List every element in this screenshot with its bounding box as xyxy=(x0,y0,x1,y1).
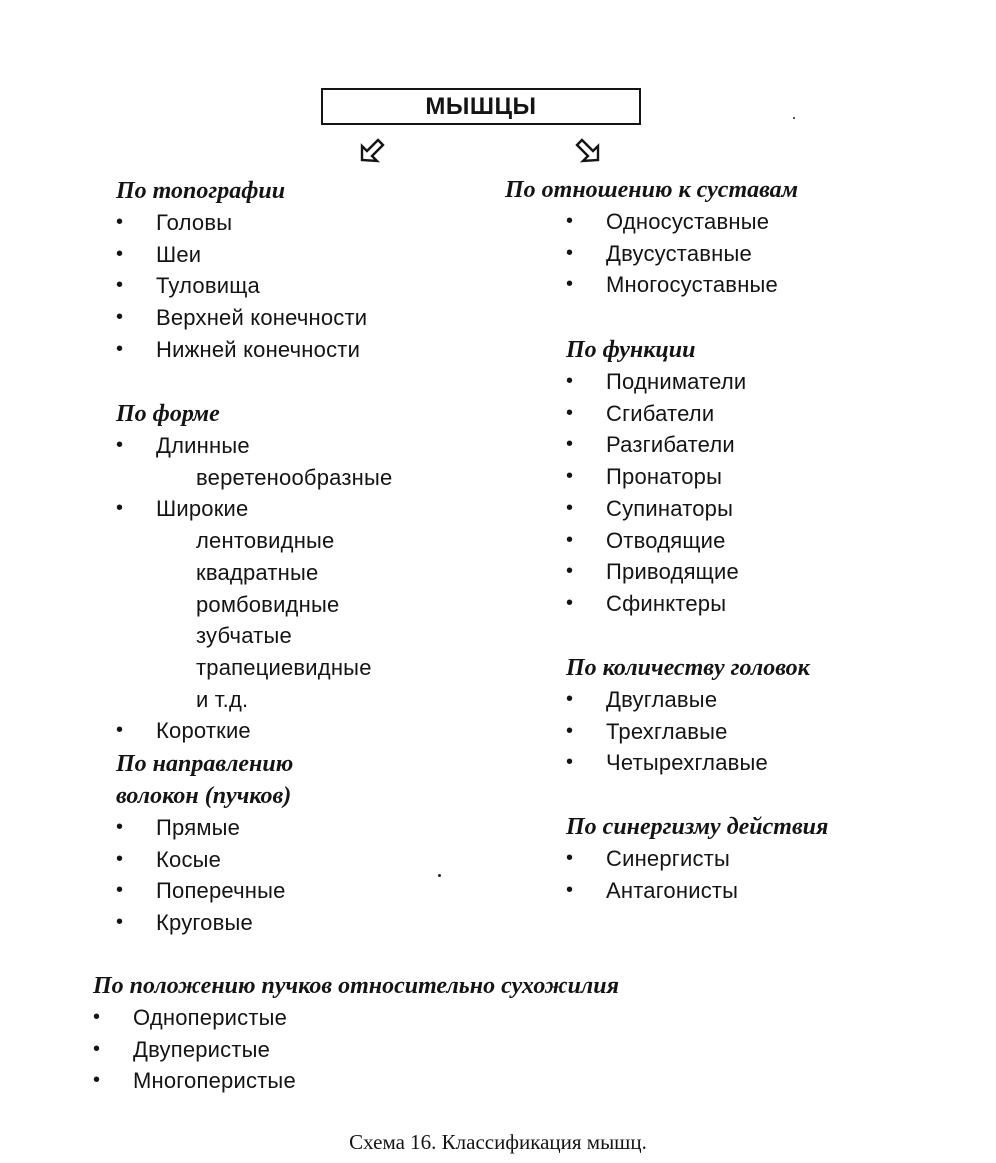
bullet: • xyxy=(566,465,574,488)
bullet: • xyxy=(116,847,124,870)
tendon-position-list xyxy=(93,1002,619,1097)
function-heading: По функции xyxy=(566,337,696,363)
sub-item: зубчатые xyxy=(196,623,292,649)
bullet: • xyxy=(93,1069,101,1092)
heads-count-heading: По количеству головок xyxy=(566,655,810,681)
bullet: • xyxy=(93,1037,101,1060)
list-item: • Длинные xyxy=(116,430,392,462)
sub-item: лентовидные xyxy=(196,528,335,554)
sub-item: квадратные xyxy=(196,559,319,585)
form-heading: По форме xyxy=(116,401,220,427)
list-item: • Двуперистые xyxy=(93,1034,619,1066)
list-item: • Сгибатели xyxy=(566,398,746,430)
bullet: • xyxy=(566,688,574,710)
topography-heading: По топографии xyxy=(116,178,286,204)
list-item: • Верхней конечности xyxy=(116,302,367,334)
joints-heading: По отношению к суставам xyxy=(505,177,799,203)
bullet: • xyxy=(566,751,574,774)
list-item: • Супинаторы xyxy=(566,493,746,525)
list-item: • Синергисты xyxy=(566,843,828,875)
sub-item: веретенообразные xyxy=(196,464,393,490)
list-item: • Короткие xyxy=(116,715,392,747)
bullet: • xyxy=(566,241,574,264)
tendon-position-section xyxy=(93,970,619,1097)
bullet: • xyxy=(566,273,574,296)
fiber-direction-list xyxy=(116,812,293,939)
function-list xyxy=(566,366,746,620)
bullet: • xyxy=(116,274,124,297)
topography-section xyxy=(116,175,367,366)
bullet: • xyxy=(116,306,124,329)
list-item: • Нижней конечности xyxy=(116,334,367,366)
joints-section xyxy=(566,206,778,301)
synergy-heading: По синергизму действия xyxy=(566,814,829,840)
function-section xyxy=(566,334,746,620)
bullet: • xyxy=(116,497,124,520)
list-item: • Подниматели xyxy=(566,366,746,398)
bullet: • xyxy=(566,591,574,614)
fiber-direction-heading-line1: По направлению xyxy=(116,751,294,777)
list-item: • Четырехглавые xyxy=(566,747,810,779)
sub-item: трапециевидные xyxy=(196,654,372,680)
bullet: • xyxy=(566,496,574,519)
diagram-title: МЫШЦЫ xyxy=(321,88,641,125)
bullet: • xyxy=(116,816,124,838)
sub-item: и т.д. xyxy=(196,686,249,712)
bullet: • xyxy=(566,847,574,869)
list-item: • Прямые xyxy=(116,812,293,844)
scan-speck xyxy=(438,874,441,877)
list-item: • Поперечные xyxy=(116,875,293,907)
joints-heading-wrap xyxy=(505,174,798,206)
bullet: • xyxy=(116,879,124,902)
list-item: • Широкие xyxy=(116,493,392,525)
list-item: • Трехглавые xyxy=(566,716,810,748)
bullet: • xyxy=(116,434,124,456)
list-item: • Отводящие xyxy=(566,525,746,557)
list-item: • Двуглавые xyxy=(566,684,810,716)
figure-caption: Схема 16. Классификация мышц. xyxy=(349,1130,647,1154)
bullet: • xyxy=(116,211,124,233)
list-item: • Многоперистые xyxy=(93,1065,619,1097)
bullet: • xyxy=(116,719,124,742)
list-item: • Односуставные xyxy=(566,206,778,238)
bullet: • xyxy=(566,719,574,742)
list-item: • Косые xyxy=(116,844,293,876)
list-item: • Круговые xyxy=(116,907,293,939)
scan-speck xyxy=(793,117,795,119)
fiber-direction-section xyxy=(116,748,293,939)
synergy-list xyxy=(566,843,828,906)
bullet: • xyxy=(116,337,124,360)
list-item: • Туловища xyxy=(116,270,367,302)
bullet: • xyxy=(566,878,574,901)
sub-item: ромбовидные xyxy=(196,591,340,617)
list-item: • Одноперистые xyxy=(93,1002,619,1034)
bullet: • xyxy=(116,242,124,265)
list-item: • Шеи xyxy=(116,239,367,271)
bullet: • xyxy=(93,1006,101,1028)
bullet: • xyxy=(566,528,574,551)
list-item: • Приводящие xyxy=(566,556,746,588)
list-item: • Антагонисты xyxy=(566,875,828,907)
list-item: • Головы xyxy=(116,207,367,239)
bullet: • xyxy=(116,911,124,934)
bullet: • xyxy=(566,433,574,456)
form-section xyxy=(116,398,392,747)
bullet: • xyxy=(566,370,574,392)
fiber-direction-heading-line2: волокон (пучков) xyxy=(116,783,292,809)
tendon-position-heading: По положению пучков относительно сухожилия xyxy=(93,973,619,999)
list-item: • Многосуставные xyxy=(566,269,778,301)
form-list xyxy=(116,430,392,462)
list-item: • Сфинктеры xyxy=(566,588,746,620)
topography-list xyxy=(116,207,367,366)
list-item: • Разгибатели xyxy=(566,429,746,461)
joints-list xyxy=(566,206,778,301)
heads-count-section xyxy=(566,652,810,779)
arrow-down-right-icon xyxy=(572,134,604,166)
bullet: • xyxy=(566,401,574,424)
list-item: • Пронаторы xyxy=(566,461,746,493)
heads-count-list xyxy=(566,684,810,779)
list-item: • Двусуставные xyxy=(566,238,778,270)
synergy-section xyxy=(566,811,828,906)
arrow-down-left-icon xyxy=(356,134,388,166)
bullet: • xyxy=(566,210,574,232)
bullet: • xyxy=(566,560,574,583)
